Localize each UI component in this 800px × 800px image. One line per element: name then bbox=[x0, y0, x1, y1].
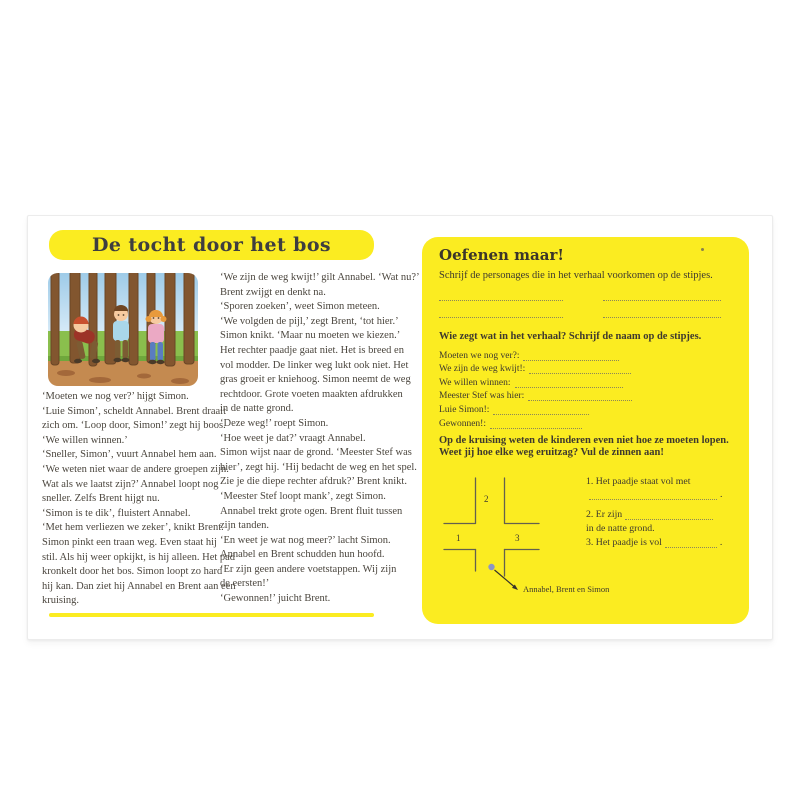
story-line: kruising. bbox=[42, 595, 80, 607]
story-line: Annabel en Brent schudden hun hoofd. bbox=[220, 549, 385, 561]
story-line: vol modder. De linker weg lukt ook niet. Het bbox=[220, 359, 409, 371]
sentence-2-tail bbox=[586, 521, 736, 534]
story-line: ‘Er zijn geen andere voetstappen. Wij zijn bbox=[220, 563, 397, 575]
story-line: Het rechter paadje gaat niet. Het is breed en bbox=[220, 344, 404, 356]
story-line: rechtdoor. Grote voeten maakten afdrukken bbox=[220, 388, 403, 400]
story-line: ‘We volgden de pijl,’ zegt Brent, ‘tot hier.’ bbox=[220, 315, 399, 327]
story-line: de eersten!’ bbox=[220, 578, 270, 590]
story-line: stil. Als hij weer opkijkt, is hij alleen. Het pad bbox=[42, 551, 236, 563]
exercise2-item bbox=[439, 361, 679, 375]
story-line: hij kan. Dan ziet hij Annabel en Brent aan een bbox=[42, 580, 236, 592]
blank-line bbox=[589, 491, 717, 500]
story-line: ‘Gewonnen!’ juicht Brent. bbox=[220, 593, 331, 605]
sentence-3 bbox=[586, 535, 736, 548]
story-line: Simon wijst naar de grond. ‘Meester Stef was bbox=[220, 447, 412, 459]
story-line: Zie je die diepe rechter afdruk?’ Brent knikt. bbox=[220, 476, 407, 488]
sentence-2-text: 2. Er zijn bbox=[586, 509, 623, 520]
story-line: ‘En weet je wat nog meer?’ lacht Simon. bbox=[220, 534, 391, 546]
story-column-left bbox=[42, 390, 236, 609]
story-line: ‘Moeten we nog ver?’ hijgt Simon. bbox=[42, 391, 189, 402]
road-label-2: 2 bbox=[484, 494, 489, 504]
sentence-2-start bbox=[586, 507, 736, 520]
exercise-page bbox=[422, 237, 749, 624]
story-line: hier’, zegt hij. ‘Hij bedacht de weg en het spel. bbox=[220, 461, 417, 473]
exercise2-item-label: Luie Simon!: bbox=[439, 404, 490, 415]
exercise2-item-label: Gewonnen!: bbox=[439, 418, 486, 429]
sentence-1-blank bbox=[586, 487, 736, 500]
exercise2-item-label: We willen winnen: bbox=[439, 377, 511, 388]
story-line: ‘We zijn de weg kwijt!’ gilt Annabel. ‘Wat nu?’ bbox=[220, 272, 420, 283]
story-line: ‘Hoe weet je dat?’ vraagt Annabel. bbox=[220, 432, 366, 444]
story-line: kronkelt door het bos. Simon loopt zo hard bbox=[42, 566, 223, 578]
story-line: ‘Meester Stef loopt mank’, zegt Simon. bbox=[220, 490, 386, 502]
page-title: De tocht door het bos bbox=[91, 234, 331, 256]
exercise2-item bbox=[439, 415, 679, 429]
sentence-3-text: 3. Het paadje is vol bbox=[586, 537, 662, 548]
story-line: gras groeit er kniehoog. Simon neemt de weg bbox=[220, 374, 411, 386]
story-line: zich om. ‘Loop door, Simon!’ zegt hij boos. bbox=[42, 420, 226, 432]
story-column-right bbox=[220, 271, 420, 607]
exercise1-blank-lines bbox=[439, 291, 734, 318]
story-line: sneller. Zelfs Brent hijgt nu. bbox=[42, 493, 160, 505]
ink-speck bbox=[701, 248, 704, 251]
blank-line bbox=[439, 291, 563, 301]
story-line: Simon pinkt een traan weg. Even staat hij bbox=[42, 536, 217, 548]
story-line: ‘We willen winnen.’ bbox=[42, 434, 128, 446]
blank-line bbox=[493, 406, 589, 415]
annotation-label: Annabel, Brent en Simon bbox=[523, 584, 610, 594]
story-line: ‘Simon is te dik’, fluistert Annabel. bbox=[42, 507, 191, 519]
exercise2-item bbox=[439, 401, 679, 415]
exercise3-instruction: Op de kruising weten de kinderen even niet hoe ze moeten lopen. Weet jij hoe elke weg eruitzag? Vul de zinnen aan! bbox=[439, 435, 729, 459]
blank-line bbox=[603, 308, 721, 318]
exercise2-item bbox=[439, 374, 679, 388]
blank-line bbox=[515, 379, 623, 388]
position-dot bbox=[488, 564, 494, 570]
exercise2-item-label: We zijn de weg kwijt!: bbox=[439, 364, 526, 375]
blank-line bbox=[665, 539, 717, 548]
sentence-1-start bbox=[586, 474, 736, 487]
road-label-3: 3 bbox=[515, 533, 520, 543]
story-line: Simon knikt. ‘Maar nu moeten we kiezen.’ bbox=[220, 330, 401, 342]
exercise3-sentences bbox=[586, 474, 736, 548]
sentence-1-period: . bbox=[720, 489, 723, 500]
story-line: Brent zwijgt en denkt na. bbox=[220, 286, 326, 298]
blank-line bbox=[603, 291, 721, 301]
exercise1-instruction: Schrijf de personages die in het verhaal voorkomen op de stipjes. bbox=[439, 270, 713, 281]
blank-line bbox=[625, 511, 713, 520]
story-line: zijn tanden. bbox=[220, 520, 269, 532]
story-line: ‘Sneller, Simon’, vuurt Annabel hem aan. bbox=[42, 449, 217, 461]
blank-line bbox=[528, 392, 632, 401]
exercise2-instruction: Wie zegt wat in het verhaal? Schrijf de naam op de stipjes. bbox=[439, 331, 702, 342]
blank-line bbox=[523, 352, 619, 361]
story-line: ‘Sporen zoeken’, weet Simon meteen. bbox=[220, 301, 380, 313]
story-line: Annabel trekt grote ogen. Brent fluit tussen bbox=[220, 505, 403, 517]
road-label-1: 1 bbox=[456, 533, 461, 543]
blank-line bbox=[490, 420, 582, 429]
story-line: ‘We weten niet waar de andere groepen zijn. bbox=[42, 463, 229, 475]
blank-line bbox=[529, 365, 631, 374]
exercise2-item bbox=[439, 347, 679, 361]
page-footer-rule bbox=[49, 613, 374, 617]
story-line: in de natte grond. bbox=[220, 403, 294, 415]
exercise-heading: Oefenen maar! bbox=[439, 246, 564, 264]
exercise2-item-label: Moeten we nog ver?: bbox=[439, 350, 520, 361]
story-line: ‘Met hem verliezen we zeker’, knikt Brent. bbox=[42, 522, 224, 534]
forest-illustration bbox=[48, 273, 198, 386]
book-spread bbox=[27, 215, 773, 640]
story-line: ‘Luie Simon’, scheldt Annabel. Brent draait bbox=[42, 405, 226, 417]
sentence-2-tail-text: in de natte grond. bbox=[586, 523, 655, 534]
exercise2-item bbox=[439, 388, 679, 402]
story-title-banner bbox=[49, 230, 374, 260]
story-line: ‘Deze weg!’ roept Simon. bbox=[220, 417, 329, 429]
sentence-3-period: . bbox=[719, 537, 723, 548]
exercise2-item-label: Meester Stef was hier: bbox=[439, 391, 525, 402]
exercise2-items bbox=[439, 347, 679, 429]
sentence-1-text: 1. Het paadje staat vol met bbox=[586, 476, 691, 487]
blank-line bbox=[439, 308, 563, 318]
forest-illustration-image bbox=[48, 273, 198, 386]
story-line: Wat als we laatst zijn?’ Annabel loopt nog bbox=[42, 478, 219, 490]
